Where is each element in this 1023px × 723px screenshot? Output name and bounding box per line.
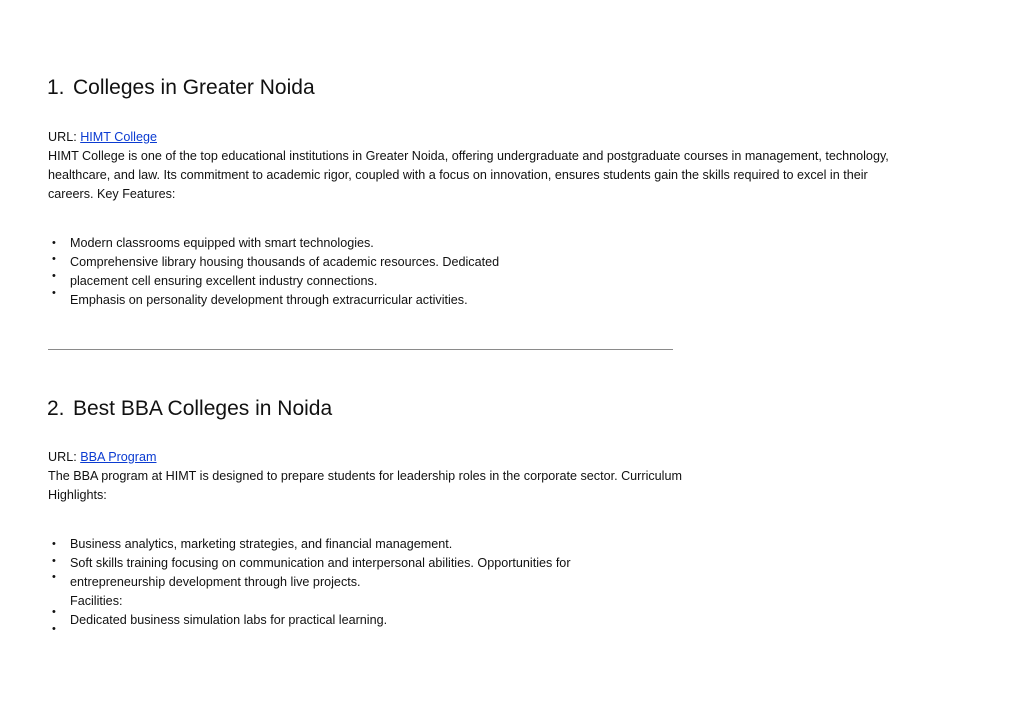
section-1-url-line — [48, 128, 157, 147]
url-label: URL: — [48, 130, 77, 144]
section-1-feature-list — [70, 234, 499, 310]
section-2-url-line — [48, 448, 157, 467]
bullet-icon: • — [52, 253, 56, 265]
list-item: Comprehensive library housing thousands of academic resources. Dedicated — [70, 255, 500, 269]
paragraph-line: Highlights: — [48, 488, 107, 502]
himt-college-link[interactable]: HIMT College — [80, 130, 157, 144]
section-1-heading — [47, 75, 315, 101]
bullet-icon: • — [52, 287, 56, 299]
paragraph-line: The BBA program at HIMT is designed to prepare students for leadership roles in the corporate sector. Curriculum — [48, 469, 682, 483]
paragraph-line: HIMT College is one of the top educational institutions in Greater Noida, offering undergraduate and postgraduate courses in management, technology, — [48, 149, 889, 163]
bullet-icon: • — [52, 270, 56, 282]
list-item: Business analytics, marketing strategies, and financial management. — [70, 537, 453, 551]
section-2-paragraph — [48, 467, 682, 505]
section-1-number: 1. — [47, 76, 65, 99]
section-2-number: 2. — [47, 397, 65, 420]
bullet-icon: • — [52, 606, 56, 618]
section-2-heading — [47, 396, 332, 422]
bullet-icon: • — [52, 555, 56, 567]
section-2-title: Best BBA Colleges in Noida — [73, 397, 333, 420]
paragraph-line: careers. Key Features: — [48, 187, 176, 201]
list-item: Soft skills training focusing on communication and interpersonal abilities. Opportunities for — [70, 556, 571, 570]
bba-program-link[interactable]: BBA Program — [80, 450, 157, 464]
list-item: Facilities: — [70, 594, 123, 608]
list-item: placement cell ensuring excellent industry connections. — [70, 274, 378, 288]
section-1-title: Colleges in Greater Noida — [73, 76, 315, 99]
list-item: Dedicated business simulation labs for practical learning. — [70, 613, 388, 627]
bullet-icon: • — [52, 538, 56, 550]
section-divider — [48, 349, 673, 350]
bullet-icon: • — [52, 571, 56, 583]
section-2-highlight-list — [70, 535, 571, 630]
bullet-icon: • — [52, 623, 56, 635]
list-item: Modern classrooms equipped with smart technologies. — [70, 236, 374, 250]
list-item: Emphasis on personality development through extracurricular activities. — [70, 293, 468, 307]
url-label: URL: — [48, 450, 77, 464]
bullet-icon: • — [52, 237, 56, 249]
paragraph-line: healthcare, and law. Its commitment to academic rigor, coupled with a focus on innovation, ensures students gain the skills required to excel in their — [48, 168, 868, 182]
section-1-paragraph — [48, 147, 889, 204]
list-item: entrepreneurship development through live projects. — [70, 575, 361, 589]
